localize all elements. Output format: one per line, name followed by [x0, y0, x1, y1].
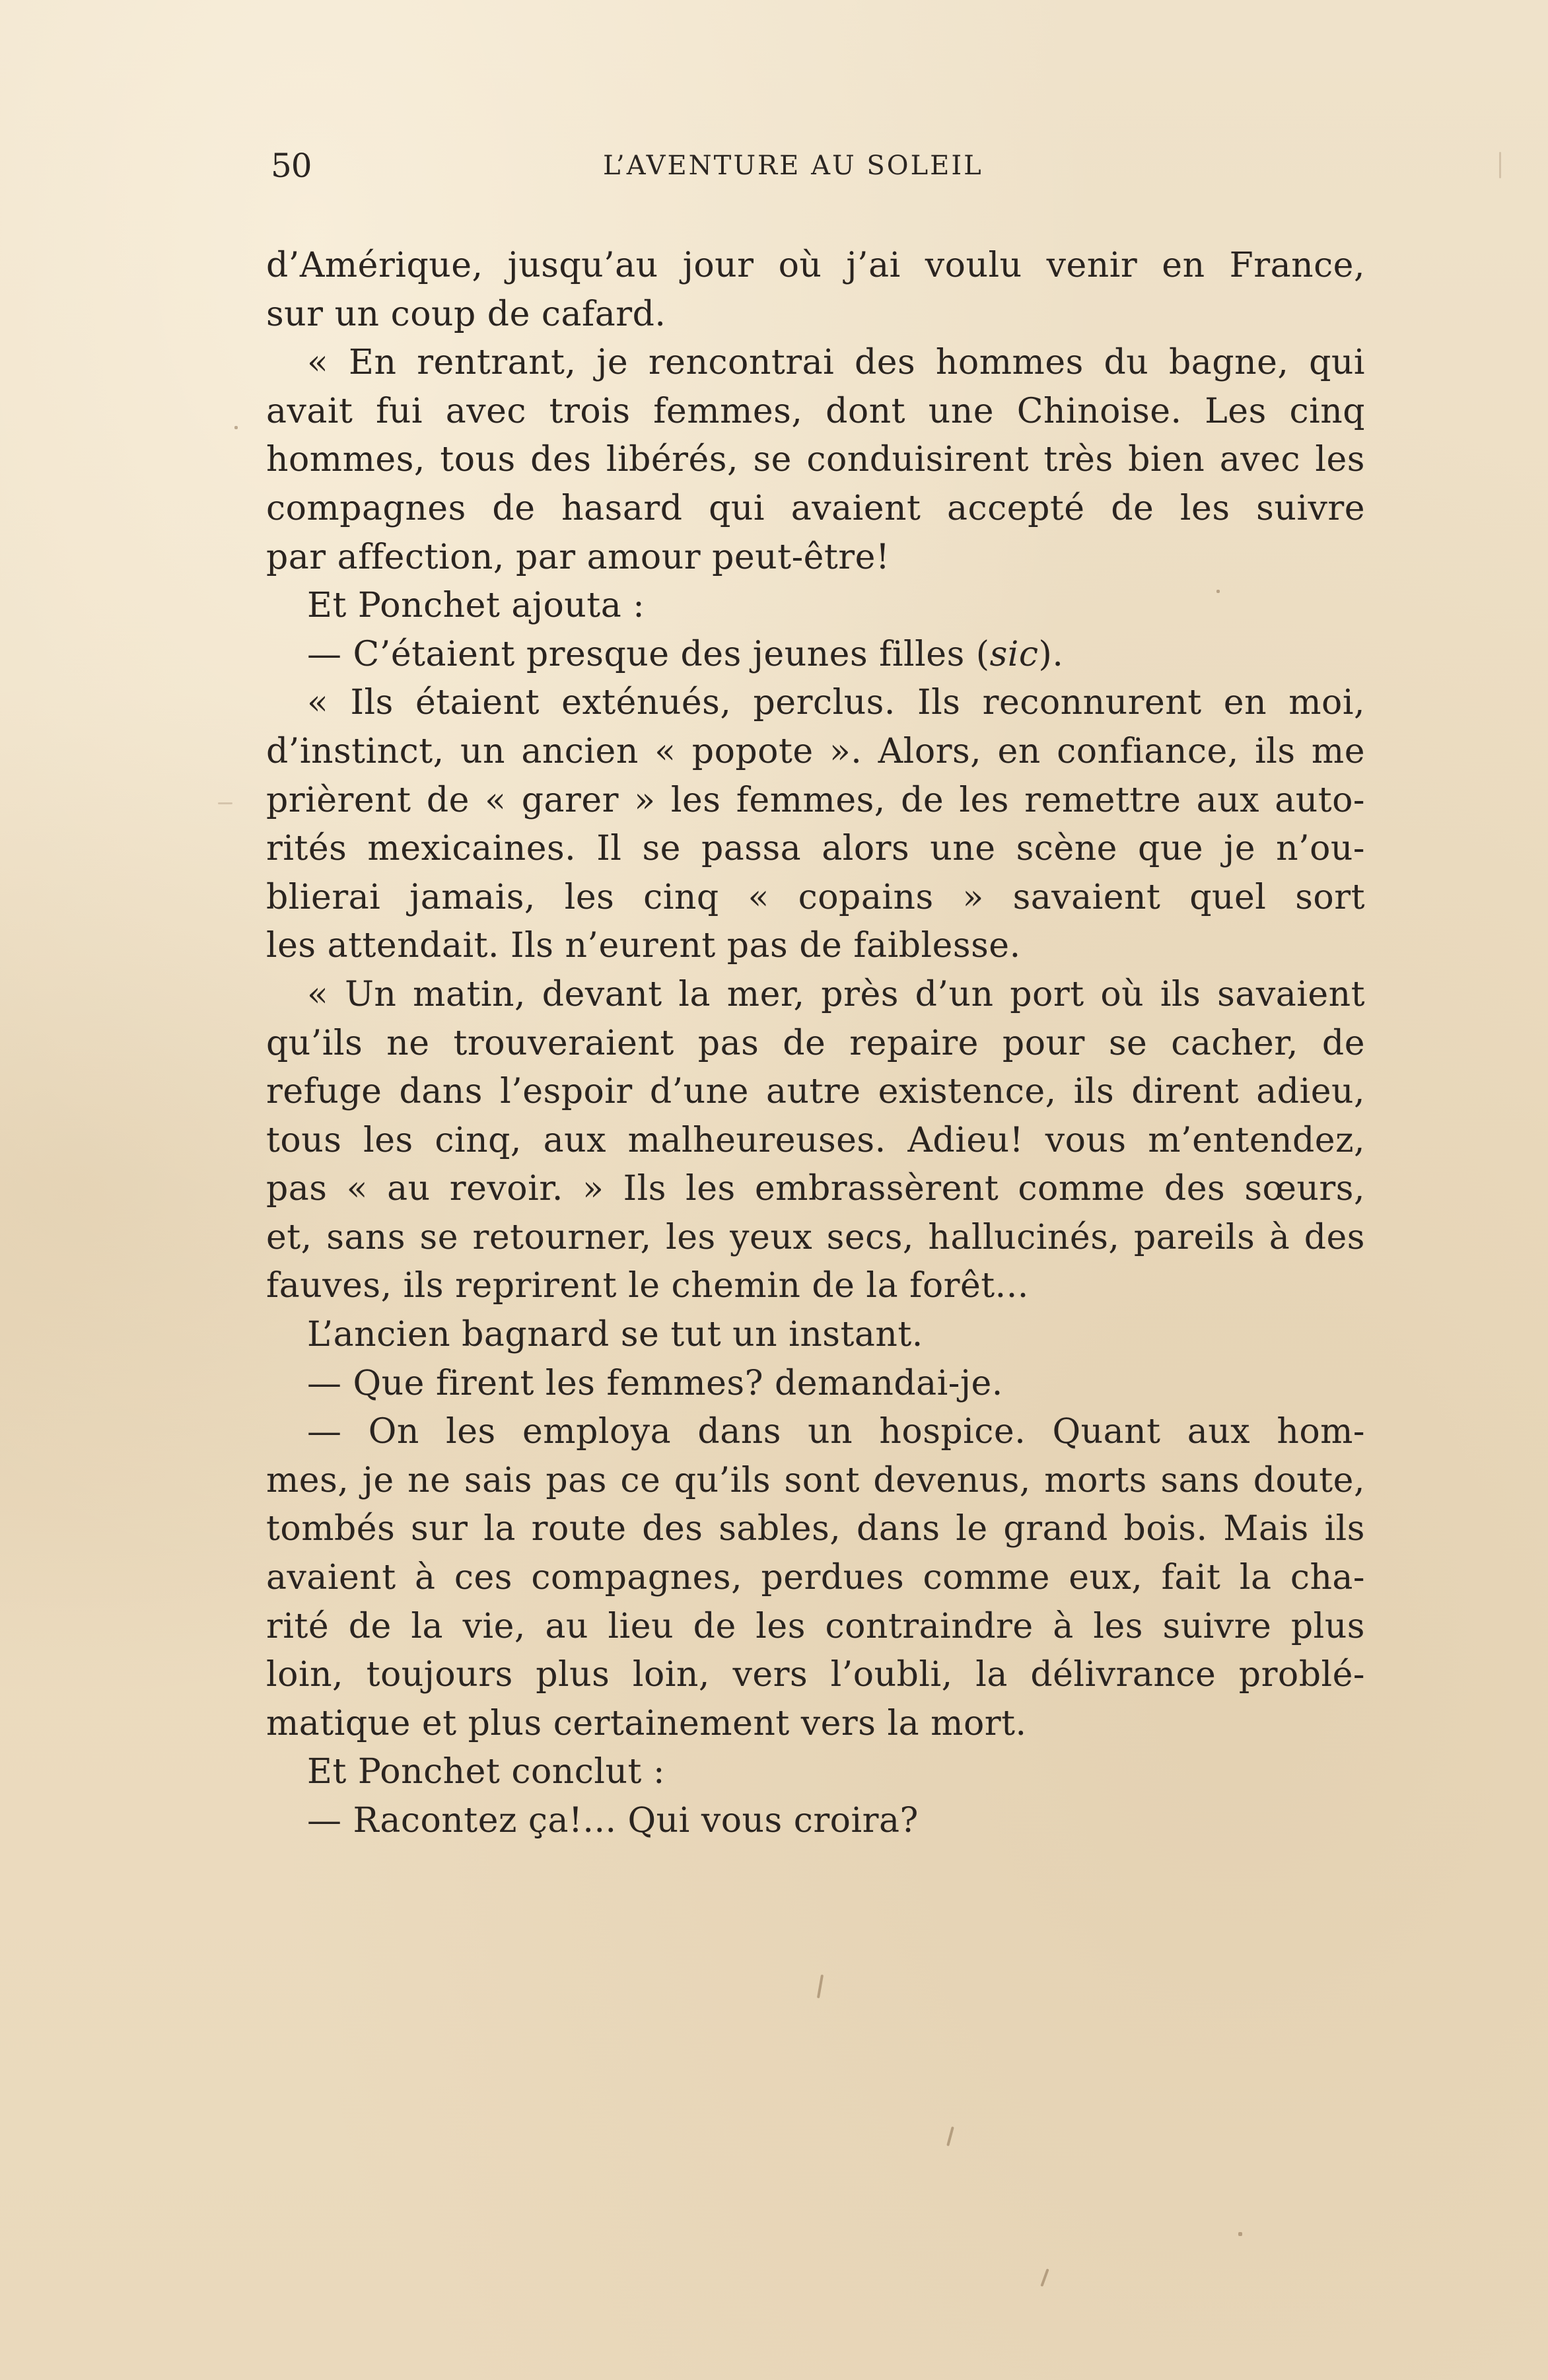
italic-sic: sic [989, 634, 1039, 674]
running-head [271, 147, 1367, 193]
text-line: d’instinct, un ancien « popote ». Alors, en confiance, ils me [266, 731, 1365, 771]
text-line: compagnes de hasard qui avaient accepté de les suivre [266, 488, 1365, 528]
running-title: L’AVENTURE AU SOLEIL [603, 151, 983, 181]
text-line: — Racontez ça!... Qui vous croira? [307, 1801, 919, 1840]
text-line: et, sans se retourner, les yeux secs, hallucinés, pareils à des [266, 1217, 1365, 1257]
text-line: Et Ponchet ajouta : [307, 586, 645, 626]
page-number: 50 [271, 147, 312, 185]
body-text [266, 242, 1365, 1846]
text-line: rités mexicaines. Il se passa alors une scène que je n’ou- [266, 829, 1365, 869]
paper-speck [1040, 2268, 1049, 2287]
text-line: loin, toujours plus loin, vers l’oubli, la délivrance problé- [266, 1655, 1365, 1695]
text-line: d’Amérique, jusqu’au jour où j’ai voulu venir en France, [266, 246, 1365, 285]
text-line: par affection, par amour peut-être! [266, 537, 890, 577]
text-line: — Que firent les femmes? demandai-je. [307, 1363, 1003, 1403]
text-line: refuge dans l’espoir d’une autre existence, ils dirent adieu, [266, 1072, 1365, 1112]
paper-speck [1499, 152, 1501, 178]
text-line: blierai jamais, les cinq « copains » savaient quel sort [266, 877, 1365, 917]
text-line: avait fui avec trois femmes, dont une Chinoise. Les cinq [266, 391, 1365, 431]
paper-speck [817, 1975, 824, 1998]
text-line: tombés sur la route des sables, dans le grand bois. Mais ils [266, 1509, 1365, 1549]
paper-speck [1216, 590, 1220, 593]
text-line: les attendait. Ils n’eurent pas de faiblesse. [266, 926, 1021, 966]
text-line: « Un matin, devant la mer, près d’un port où ils savaient [307, 974, 1365, 1014]
text-line: hommes, tous des libérés, se conduisirent très bien avec les [266, 440, 1365, 480]
text-line: rité de la vie, au lieu de les contraindre à les suivre plus [266, 1606, 1365, 1646]
text-line: Et Ponchet conclut : [307, 1752, 665, 1792]
paper-speck [946, 2126, 954, 2146]
text-line: sur un coup de cafard. [266, 294, 666, 334]
text-line: tous les cinq, aux malheureuses. Adieu! vous m’entendez, [266, 1120, 1365, 1160]
text-line: matique et plus certainement vers la mort. [266, 1703, 1027, 1743]
paper-speck [218, 802, 232, 804]
text-line: pas « au revoir. » Ils les embrassèrent comme des sœurs, [266, 1169, 1365, 1209]
paper-speck [1238, 2232, 1242, 2236]
paper-speck [234, 426, 238, 429]
text-line: fauves, ils reprirent le chemin de la forêt... [266, 1266, 1029, 1306]
text-line: mes, je ne sais pas ce qu’ils sont devenus, morts sans doute, [266, 1460, 1365, 1500]
text-line: « En rentrant, je rencontrai des hommes du bagne, qui [307, 343, 1365, 383]
text-line: prièrent de « garer » les femmes, de les remettre aux auto- [266, 780, 1365, 820]
text-line: avaient à ces compagnes, perdues comme eux, fait la cha- [266, 1558, 1365, 1598]
text-line: qu’ils ne trouveraient pas de repaire pour se cacher, de [266, 1023, 1365, 1063]
text-line: — C’étaient presque des jeunes filles (sic). [307, 634, 1064, 674]
text-line: L’ancien bagnard se tut un instant. [307, 1315, 923, 1355]
text-line: « Ils étaient exténués, perclus. Ils reconnurent en moi, [307, 683, 1365, 723]
text-line: — On les employa dans un hospice. Quant aux hom- [307, 1412, 1365, 1452]
